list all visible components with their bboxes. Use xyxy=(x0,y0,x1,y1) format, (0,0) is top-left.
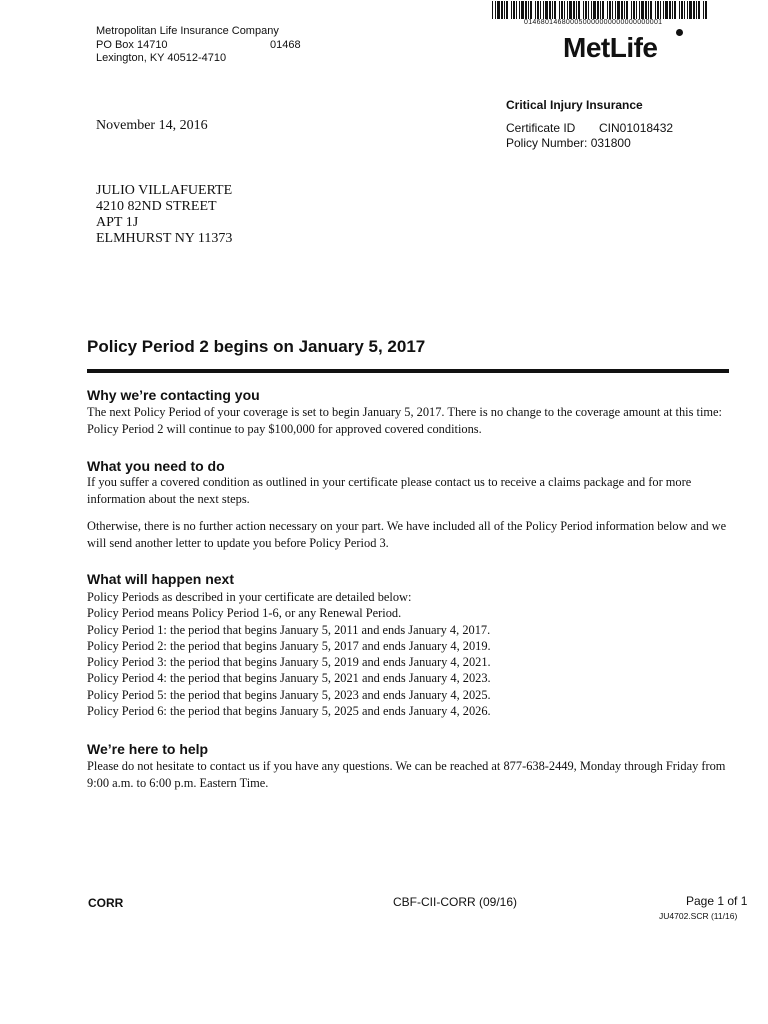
todo-body-2: Otherwise, there is no further action necessary on your part. We have included all of the Policy Period information below and we will send another letter to update you before Policy Period 3. xyxy=(87,519,727,550)
recipient-apt: APT 1J xyxy=(96,215,139,230)
todo-heading: What you need to do xyxy=(87,458,225,474)
contact-body: The next Policy Period of your coverage is set to begin January 5, 2017. There is no change to the coverage amount at this time: Policy Period 2 will continue to pay $100,000 for approved covered conditions. xyxy=(87,405,722,436)
recipient-street: 4210 82ND STREET xyxy=(96,199,217,214)
barcode-number: 014680146800050000000000000000001 xyxy=(524,19,663,26)
todo-body-1: If you suffer a covered condition as outlined in your certificate please contact us to receive a claims package and for more information about the next steps. xyxy=(87,475,692,506)
recipient-address xyxy=(96,183,232,247)
certificate-id-value: CIN01018432 xyxy=(599,121,674,135)
list-item: Policy Periods as described in your certificate are detailed below: xyxy=(87,590,412,604)
page-title: Policy Period 2 begins on January 5, 2017 xyxy=(87,337,426,356)
sender-address xyxy=(96,25,301,66)
list-item: Policy Period 1: the period that begins January 5, 2011 and ends January 4, 2017. xyxy=(87,622,491,637)
list-item: Policy Period means Policy Period 1-6, or any Renewal Period. xyxy=(87,606,402,621)
page-number: Page 1 of 1 xyxy=(686,894,748,908)
policy-number-row xyxy=(506,136,631,151)
footer-corr: CORR xyxy=(88,896,124,910)
logo-dot-icon xyxy=(676,29,683,36)
policy-period-list xyxy=(87,589,491,719)
sender-company: Metropolitan Life Insurance Company xyxy=(96,25,279,37)
logo-text: MetLife xyxy=(563,32,658,63)
list-item: Policy Period 4: the period that begins January 5, 2021 and ends January 4, 2023. xyxy=(87,671,491,686)
recipient-name: JULIO VILLAFUERTE xyxy=(96,183,233,198)
barcode xyxy=(492,1,710,19)
list-item: Policy Period 6: the period that begins January 5, 2025 and ends January 4, 2026. xyxy=(87,704,491,719)
certificate-info xyxy=(506,121,674,151)
certificate-id-row xyxy=(506,121,674,136)
footer-form-code: JU4702.SCR (11/16) xyxy=(659,911,738,921)
contact-heading: Why we’re contacting you xyxy=(87,387,260,403)
recipient-city: ELMHURST NY 11373 xyxy=(96,231,233,246)
sender-city: Lexington, KY 40512-4710 xyxy=(96,52,227,64)
policy-number-value: 031800 xyxy=(590,136,631,150)
letter-date: November 14, 2016 xyxy=(96,118,208,133)
sender-po-box: PO Box 14710 xyxy=(96,38,168,51)
policy-number-label: Policy Number: xyxy=(506,136,588,150)
footer-form-id: CBF-CII-CORR (09/16) xyxy=(393,895,518,909)
list-item: Policy Period 5: the period that begins January 5, 2023 and ends January 4, 2025. xyxy=(87,687,491,702)
list-item: Policy Period 3: the period that begins January 5, 2019 and ends January 4, 2021. xyxy=(87,655,491,670)
list-item: Policy Period 2: the period that begins January 5, 2017 and ends January 4, 2019. xyxy=(87,638,491,653)
certificate-id-label: Certificate ID xyxy=(506,121,576,135)
title-divider xyxy=(87,369,729,373)
metlife-logo xyxy=(563,32,658,64)
help-heading: We’re here to help xyxy=(87,741,209,757)
next-heading: What will happen next xyxy=(87,571,235,587)
sender-code: 01468 xyxy=(270,38,301,51)
product-name: Critical Injury Insurance xyxy=(506,98,643,112)
help-body: Please do not hesitate to contact us if you have any questions. We can be reached at 877-638-2449, Monday through Friday from 9:00 a.m. to 6:00 p.m. Eastern Time. xyxy=(87,759,726,790)
